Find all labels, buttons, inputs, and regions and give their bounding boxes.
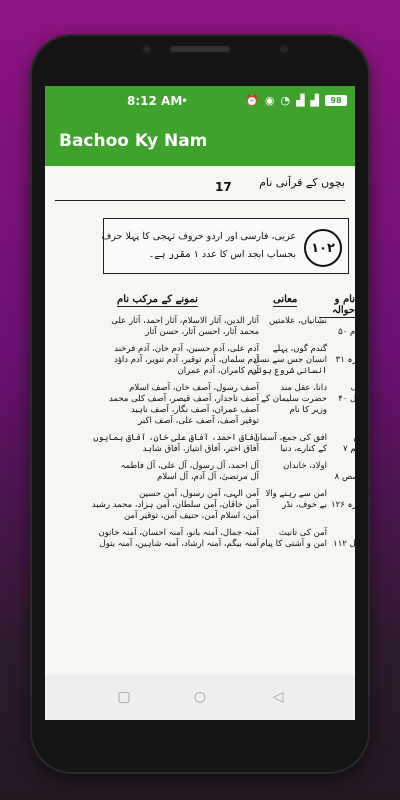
row-reference-line: البقرہ ۳۱: [335, 355, 369, 365]
recent-apps-icon[interactable]: ▢: [117, 689, 131, 705]
column-header-meaning: معانی: [273, 294, 298, 305]
row-meaning-line: افق کی جمع، آسمان: [253, 433, 327, 443]
row-names-line: آل مرتضیٰ، آل آدم، آل اسلام: [157, 472, 259, 482]
row-names-line: محمد آثار، احسن آثار، حسن آثار: [145, 327, 259, 337]
row-meaning-line: گندم گوں، پہلے: [272, 344, 327, 354]
row-names-line: آصف رسول، آصف خان، آصف اسلام: [129, 383, 259, 393]
row-names-line: آمنہ بیگم، آمنہ ارشاد، آمنہ شاہین، آمنہ بتول: [99, 539, 259, 549]
row-meaning-line: کے کنارے، دنیا: [280, 444, 327, 454]
row-reference-line: النجم ۷: [343, 444, 369, 454]
row-names-line: آثار الدین، آثار الاسلام، آثار احمد، آثار علی: [111, 316, 259, 326]
row-meaning-line: امن و آشتی کا پیام: [260, 539, 327, 549]
row-meaning-line: حضرت سلیمان کے: [261, 394, 327, 404]
back-icon[interactable]: ◁: [272, 689, 284, 705]
row-meaning-line: دانا، عقل مند: [280, 383, 327, 393]
heading-divider: [55, 200, 345, 201]
navigation-bar: [45, 674, 355, 720]
battery-icon: 98: [325, 95, 347, 106]
row-reference-line: البقرہ ۱۲۶: [331, 500, 369, 510]
row-reference-line: الروم ۵۰: [338, 327, 369, 337]
notification-dot: •: [181, 94, 189, 108]
row-meaning-line: بے خوف، نڈر: [282, 500, 327, 510]
table-row: [45, 489, 369, 522]
device-screen: [45, 86, 369, 720]
row-names-line: آمن خاقان، آمن سلطان، آمن ہزاد، محمد رشید: [91, 500, 259, 510]
app-title: Bachoo Ky Nam: [59, 131, 208, 151]
row-names-line: آفاق احمد، آفاق علی خان، آفاق ہمایوں: [93, 433, 259, 443]
row-reference-line: القصص ۸: [334, 472, 369, 482]
home-icon[interactable]: ○: [193, 689, 207, 705]
table-row: [45, 344, 369, 377]
abjad-badge: ۱۰۲: [304, 229, 342, 267]
row-meaning-line: امن سے رہنے والا: [265, 489, 327, 499]
row-reference-line: النحل ۱۱۲: [333, 539, 369, 549]
front-camera: [142, 44, 152, 54]
intro-line-1: عربی، فارسی اور اردو حروف تہجی کا پہلا حرف: [101, 231, 296, 242]
status-bar: [45, 86, 355, 118]
page-number: 17: [215, 180, 232, 194]
status-icons: [245, 94, 347, 107]
page-heading: بچوں کے قرآنی نام: [259, 176, 345, 189]
row-reference-line: آصف: [350, 383, 369, 393]
row-names-line: آصف تاجدار، آصف قیصر، آصف کلی محمد: [108, 394, 259, 404]
table-row: [45, 316, 369, 338]
proximity-sensor: [280, 45, 288, 53]
alarm-icon: ⏰: [245, 94, 259, 107]
row-names-line: آمن الہی، آمن رسول، آمن حسین: [139, 489, 259, 499]
row-meaning-line: آمن کی تانیث: [278, 528, 327, 538]
table-row: [45, 433, 369, 455]
table-row: [45, 461, 369, 483]
row-meaning-line: انسان جس سے نسل: [253, 355, 327, 365]
row-reference-line: آمن: [355, 489, 369, 499]
row-names-line: آدم علی، آدم حسین، آدم خان، آدم فرخند: [114, 344, 259, 354]
row-reference-line: آل: [360, 461, 369, 471]
row-names-line: آمن، اسلام آمن، حنیف آمن، توقیر آمن: [123, 511, 259, 521]
row-names-line: آل احمد، آل رسول، آل علی، آل فاطمہ: [120, 461, 259, 471]
app-bar: [45, 118, 355, 166]
table-row: [45, 383, 369, 427]
column-header-reference: نام و حوالہ: [319, 294, 355, 318]
column-header-names: نمونے کے مرکب نام: [117, 294, 198, 305]
row-meaning-line: انسانی شروع ہوئی: [251, 366, 327, 376]
row-reference-line: آفاق: [353, 433, 369, 443]
scanned-page[interactable]: [45, 166, 369, 674]
wifi-icon: ◔: [280, 94, 291, 107]
intro-line-2: بحساب ابجد اس کا عدد ۱ مقرر ہے۔: [148, 249, 296, 260]
table-row: [45, 528, 369, 550]
hotspot-icon: ◉: [264, 94, 275, 107]
status-time: 8:12 AM: [127, 94, 183, 108]
row-reference-line: آدم: [357, 344, 369, 354]
row-names-line: آدم سلمان، آدم توقیر، آدم تنویر، آدم داؤد: [114, 355, 259, 365]
row-reference-line: آثار: [357, 316, 369, 326]
row-meaning-line: وزیر کا نام: [289, 405, 327, 415]
signal-icon-2: ▟: [310, 94, 319, 107]
row-names-line: توقیر آصف، آصف علی، آصف اکبر: [138, 416, 259, 426]
row-meaning-line: اولاد، خاندان: [283, 461, 327, 471]
intro-box: [103, 218, 349, 274]
row-reference-line: النمل ۴۰: [338, 394, 369, 404]
earpiece-speaker: [170, 46, 230, 52]
signal-icon: ▟: [296, 94, 305, 107]
row-names-line: آفاق اختر، آفاق انتیاز، آفاق شاہد: [142, 444, 259, 454]
row-names-line: آمنہ جمال، آمنہ بانو، آمنہ احسان، آمنہ خاتون: [98, 528, 259, 538]
row-meaning-line: نشانیاں، علامتیں: [268, 316, 327, 326]
row-names-line: آصف عمران، آصف نگار، آصف ناہید: [130, 405, 259, 415]
row-names-line: آدم کامران، آدم عمران: [177, 366, 259, 376]
row-reference-line: آمنہ: [354, 528, 369, 538]
